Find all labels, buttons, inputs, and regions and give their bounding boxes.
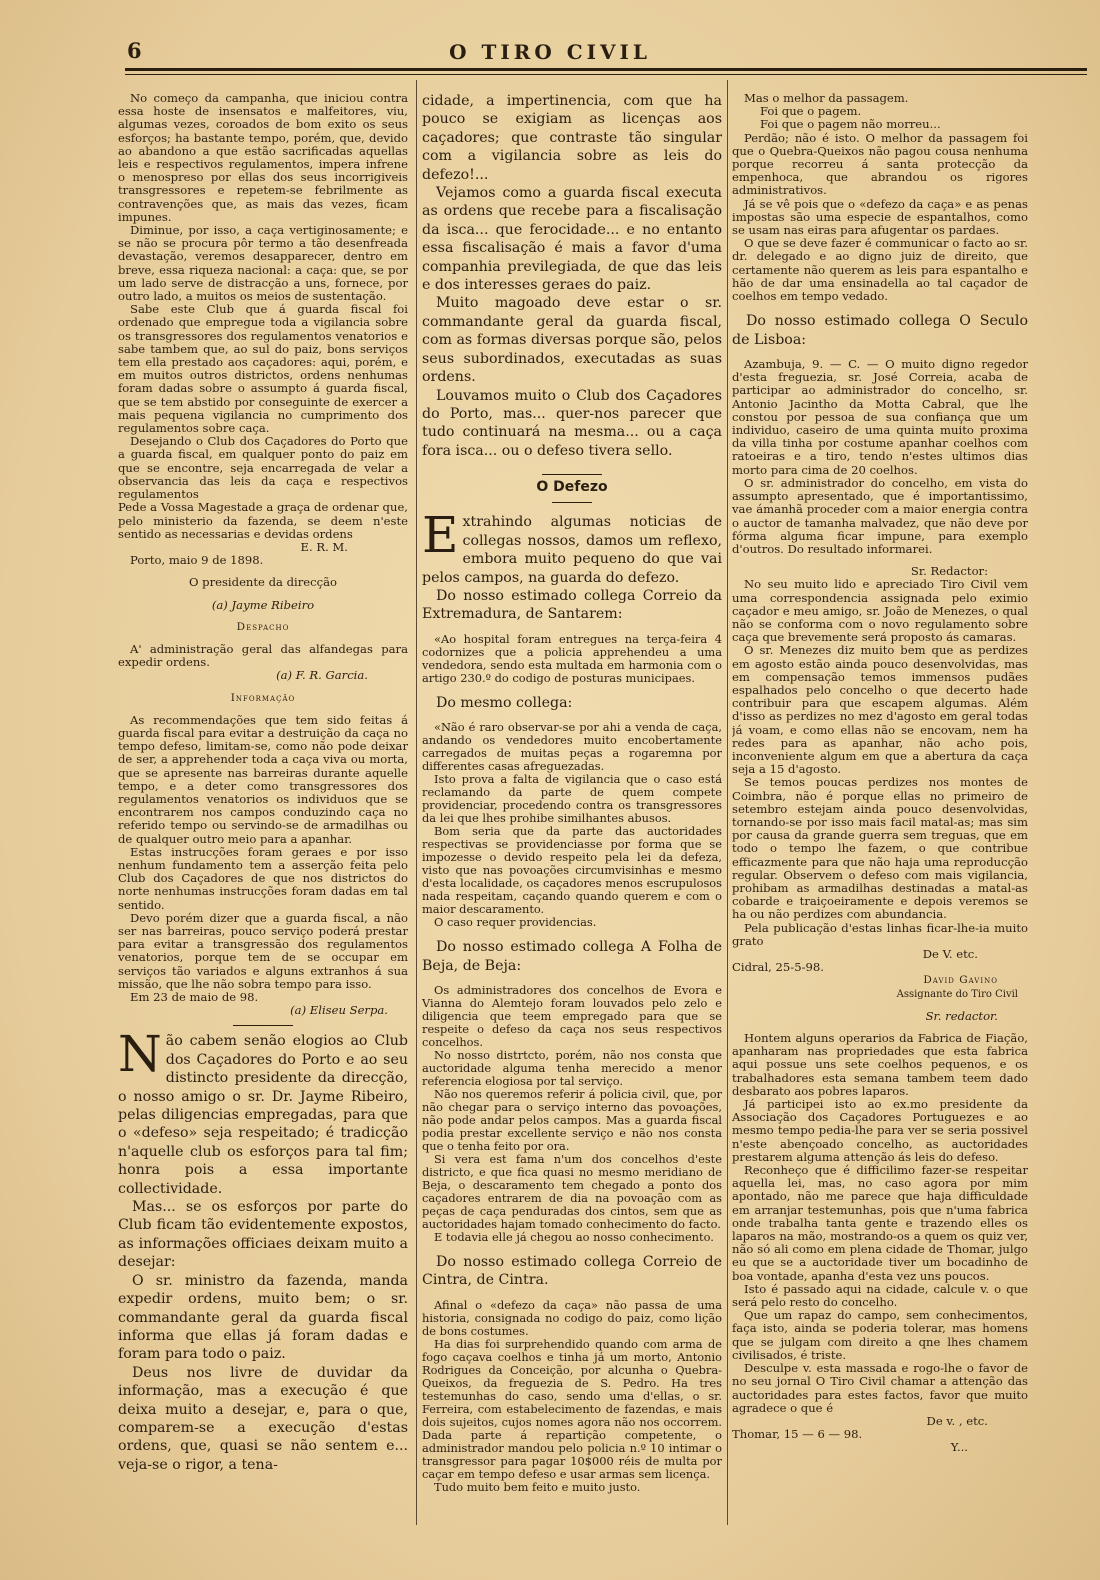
quote: Ha dias foi surprehendido quando com arma de fogo caçava coelhos e tinha já um morto, Antonio Rodrigues da Conceição, por alcunha o Quebra-Queixos, da freguezia de S. Pedro. Ha tres testemunhas do caso, sendo uma d'ellas, o sr. Ferreira, com estabelecimento de fazendas, e mais dois sujeitos, cujos nomes agora não nos occorrem. Dada parte á repartição competente, o administrador mandou pelo policia n.º 10 intimar o transgressor para pagar 10$000 réis de multa por caçar em tempo defeso e usar armas sem licença.: [422, 1336, 722, 1481]
paragraph: Do nosso estimado collega A Folha de Beja, de Beja:: [422, 939, 722, 974]
paragraph: No começo da campanha, que iniciou contra essa hoste de insensatos e malfeitores, viu, algumas vezes, coroados de bom exito os seus esforços; ha bastante tempo, porém, que, devido ao abandono a que estão sacrificadas aquellas leis e respectivos regulamentos, impera infrene o menospreso por ellas dos seus incorrigiveis transgressores e repetem-se febrilmente as contravenções que, as mais das vezes, ficam impunes.: [118, 92, 408, 224]
header-rule: [125, 68, 1087, 71]
header-rule-thin: [125, 74, 1087, 75]
paragraph: Hontem alguns operarios da Fabrica de Fiação, apanharam nas propriedades que esta fabrica aqui possue uns sete coelhos pequenos, e os trabalhadores esta semana tambem teem dado desbarato aos pobres laparos.: [732, 1031, 1028, 1098]
paragraph: Perdão; não é isto. O melhor da passagem foi que o Quebra-Queixos não pagou cousa nenhuma porque recorreu á santa protecção da empenhoca, que abrandou os rigores administrativos.: [732, 130, 1028, 198]
section-label: Despacho: [236, 620, 290, 633]
quote: E todavia elle já chegou ao nosso conhecimento.: [434, 1229, 714, 1244]
paragraph: Foi que o pagem não morreu...: [760, 117, 941, 132]
drop-cap: N: [118, 1025, 162, 1084]
quote: Afinal o «defezo da caça» não passa de uma historia, consignada no codigo do paiz, como lição de bons costumes.: [422, 1297, 722, 1338]
drop-cap: E: [422, 506, 459, 565]
erm: E. R. M.: [300, 539, 348, 554]
quoted-news: [422, 984, 722, 1244]
signature: (a) Eliseu Serpa.: [290, 1003, 388, 1018]
paragraph: O sr. Menezes diz muito bem que as perdizes em agosto estão ainda pouco desenvolvidas, mas em compensação temos immensos pudães espalhados pelo concelho o que decerto hade contribuir para que escapem algumas. Além d'isso as perdizes no mez d'agosto em geral todas já voam, e como ellas não se encovam, nem ha redes para as apanhar, não acho pois, inconveniente algum em que a abertura da caça seja a 15 d'agosto.: [732, 643, 1028, 777]
paragraph: Em 23 de maio de 98.: [130, 990, 259, 1004]
paragraph: Louvamos muito o Club dos Caçadores do Porto, mas... quer-nos parecer que tudo continuará na mesma... ou a caça fora isca... ou o defeso tivera sello.: [422, 387, 722, 459]
paragraph: Deus nos livre de duvidar da informação, mas a execução é que deixa muito a desejar, e, para o que, comparem-se a execução d'estas ordens, que, quasi se não sentem e... veja-se o rigor, a tena-: [118, 1364, 408, 1473]
paragraph: Muito magoado deve estar o sr. commandante geral da guarda fiscal, com as formas diversas porque são, pelos seus subordinados, executadas as suas ordens.: [422, 295, 722, 386]
paragraph: Reconheço que é difficilimo fazer-se respeitar aquella lei, mas, no caso agora por mim apontado, não me parece que haja difficuldade em arranjar testemunhas, pois que n'uma fabrica onde trabalha tanta gente e trazendo elles os laparos na mão, mostrando-os a quem os quiz ver, não só ali como em plena cidade de Thomar, julgo eu que se a auctoridade tiver um bocadinho de boa vontade, apanha d'esta vez uns poucos.: [732, 1163, 1028, 1283]
separator: [542, 474, 602, 475]
paragraph: Desculpe v. esta massada e rogo-lhe o favor de no seu jornal O Tiro Civil chamar a attenção das auctoridades para estes factos, favor que muito agradece o que é: [732, 1361, 1028, 1415]
quote: Isto prova a falta de vigilancia que o caso está reclamando da parte de quem compete providenciar, procedendo contra os transgressores da lei que lhes prohibe similhantes abusos.: [422, 772, 722, 826]
paragraph: Do nosso estimado collega Correio da Extremadura, de Santarem:: [422, 587, 722, 623]
closing: De V. etc.: [922, 947, 978, 961]
president-label: O presidente da direcção: [188, 575, 338, 590]
paragraph: Se temos poucas perdizes nos montes de Coimbra, não é porque ellas no primeiro de setembro estejam ainda pouco desenvolvidas, tornando-se por isso mais facil matal-as; mas sim por causa da grande guerra sem treguas, que em todo o tempo lhe fazem, o que contribue efficazmente para que não haja uma reproducção regular. Observem o defeso com mais vigilancia, prohibam as armadilhas destinadas a matal-as cobarde e traiçoeiramente e depois veremos se ha ou não perdizes com abundancia.: [732, 775, 1028, 922]
paragraph: Azambuja, 9. — C. — O muito digno regedor d'esta freguezia, sr. José Correia, acaba de participar ao administrador do concelho, sr. Antonio Jacintho da Motta Cabral, que lhe constou por pessoa de sua confiança que um individuo, caseiro de uma quinta muito proxima da villa tinha por costume apanhar coelhos com ratoeiras e a tiro, tendo n'estes ultimos dias morto para cima de 20 coelhos.: [732, 357, 1028, 477]
paragraph: As recommendações que tem sido feitas á guarda fiscal para evitar a destruição da caça no tempo defeso, limitam-se, como não pode deixar de ser, a apprehender toda a caça viva ou morta, que se apresente nas barreiras durante aquelle tempo, e a deter como transgressores dos regulamentos venatorios os individuos que se encontrarem nos campos conduzindo caça no referido tempo ou servindo-se de armadilhas ou de qualquer outro meio para a apanhar.: [118, 712, 408, 846]
page-number: 6: [127, 38, 142, 63]
paragraph: Devo porém dizer que a guarda fiscal, a não ser nas barreiras, pouco serviço poderá prestar para evitar a transgressão dos regulamentos venatorios, porque tem de se occupar em serviços tão variados e alguns extranhos á sua missão, que lhe não sobra tempo para isso.: [118, 910, 408, 991]
quote: Os administradores dos concelhos de Evora e Vianna do Alemtejo foram louvados pelo zelo e diligencia que teem empregado para que se respeite o defeso da caça nos seus respectivos concelhos.: [422, 982, 722, 1049]
editorial: [118, 1025, 408, 1474]
column-3: [732, 92, 1028, 1455]
signature: (a) Jayme Ribeiro: [211, 597, 315, 612]
editorial-continued: [422, 92, 722, 460]
paragraph: Já se vê pois que o «defezo da caça» e as penas impostas são uma especie de espantalhos, como se usam nas eiras para afugentar os pardaes.: [732, 196, 1028, 238]
column-divider: [727, 80, 728, 1525]
paragraph: Do mesmo collega:: [436, 694, 573, 711]
paragraph: A' administração geral das alfandegas para expedir ordens.: [118, 641, 408, 670]
section-heading: O Defezo: [536, 479, 608, 496]
column-divider: [416, 80, 417, 1525]
dateline: Thomar, 15 — 6 — 98.: [732, 1427, 863, 1442]
paragraph: xtrahindo algumas noticias de collegas nossos, damos um reflexo, embora muito pequeno do que vai pelos campos, na guarda do defezo.: [422, 514, 722, 586]
paragraph: O sr. administrador do concelho, em vista do assumpto apresentado, que é importantissimo, vae ámanhã proceder com a maior energia contra o auctor de tamanha malvadez, que não deve por fórma alguma ficar impune, para exemplo d'outros. Do resultado informarei.: [732, 475, 1028, 556]
signature: (a) F. R. Garcia.: [276, 668, 368, 683]
quote: No nosso distrtcto, porém, não nos consta que auctoridade alguma tenha merecido a menor referencia elogiosa por tal serviço.: [422, 1047, 722, 1088]
quote: «Não é raro observar-se por ahi a venda de caça, andando os vendedores muito encobertamente carregados de muitas peças a rogaremna por differentes casas afreguezadas.: [422, 720, 722, 774]
paragraph: Diminue, por isso, a caça vertiginosamente; e se não se procura pôr termo a tão desenfreada devastação, veremos desapparecer, dentro em breve, essa riqueza nacional: a caça: que, se por um lado serve de distracção a uns, fornece, por outro lado, a muitos os meios de sustentação.: [118, 223, 408, 304]
column-2: [422, 92, 722, 1494]
quoted-news: [422, 1299, 722, 1494]
quote: «Ao hospital foram entregues na terça-feira 4 codornizes que a policia apprehendeu a uma vendedora, sendo esta multada em harmonia com o artigo 230.º do codigo de posturas municipaes.: [422, 631, 722, 685]
quoted-news: [422, 721, 722, 929]
signature: Y...: [950, 1440, 968, 1455]
news-intro: [422, 506, 722, 623]
paragraph: O que se deve fazer é communicar o facto ao sr. dr. delegado e ao digno juiz de direito, que certamente não querem as leis para espantalho e hão de dar uma ensinadella ao tal caçador de coelhos em tempo vedado.: [732, 236, 1028, 304]
separator: [233, 1025, 293, 1026]
paragraph: Sabe este Club que á guarda fiscal foi ordenado que empregue toda a vigilancia sobre os transgressores dos regulamentos venatorios e sabe tambem que, ao sul do paiz, bons serviços tem ella prestado aos caçadores: aqui, porém, e em muitos outros districtos, ordens nenhumas foram dadas sobre o assumpto á guarda fiscal, que se tem abstido por conseguinte de exercer a mais pequena vigilancia no cumprimento dos regulamentos sobre caça.: [118, 302, 408, 436]
separator: [552, 502, 592, 503]
paragraph: ão cabem senão elogios ao Club dos Caçadores do Porto e ao seu distincto presidente da direcção, o nosso amigo o sr. Dr. Jayme Ribeiro, pelas diligencias empregadas, para que o «defeso» seja respeitado; é tradicção n'aquelle club os esforços para tal fim; honra pois a essa importante collectividade.: [118, 1033, 408, 1197]
paragraph: Vejamos como a guarda fiscal executa as ordens que recebe para a fiscalisação da isca... que ferocidade... e no entanto essa fiscalisação é mais a favor d'uma companhia previlegiada, de que das leis e dos interesses geraes do paiz.: [422, 185, 722, 294]
paragraph: Já participei isto ao ex.mo presidente da Associação dos Caçadores Portuguezes e ao mesmo tempo pedia-lhe para ver se seria possivel n'este abençoado concelho, as auctoridades prestarem alguma attenção ás leis do defeso.: [732, 1097, 1028, 1164]
signature: David Gavino: [923, 974, 998, 987]
salutation: Sr. Redactor:: [910, 564, 988, 579]
signature-subtitle: Assignante do Tiro Civil: [896, 988, 1018, 1000]
paragraph: cidade, a impertinencia, com que ha pouco se exigiam as licenças aos caçadores; que contraste tão singular com a vigilancia sobre as leis do defezo!...: [422, 93, 722, 183]
petition-request: Pede a Vossa Magestade a graça de ordenar que, pelo ministerio da fazenda, se deem n'este sentido as necessarias e devidas ordens: [118, 500, 408, 541]
paragraph: Isto é passado aqui na cidade, calcule v. o que será pelo resto do concelho.: [732, 1281, 1028, 1310]
quote: Não nos queremos referir á policia civil, que, por não chegar para o serviço interno das povoações, não pode andar pelos campos. Mas a guarda fiscal podia prestar excellente serviço e não nos consta que o tenha feito por ora.: [422, 1086, 722, 1153]
column-1: [118, 92, 408, 1474]
paragraph: Foi que o pagem.: [760, 104, 862, 119]
quote: Si vera est fama n'um dos concelhos d'este districto, e que fica quasi no mesmo meridiano de Beja, o descaramento tem chegado a ponto dos caçadores entrarem de dia na povoação com as peças de caça penduradas dos cintos, sem que as auctoridades hajam tomado conhecimento do facto.: [422, 1151, 722, 1231]
paragraph: Do nosso estimado collega O Seculo de Lisboa:: [732, 313, 1028, 348]
paragraph: O sr. ministro da fazenda, manda expedir ordens, muito bem; o sr. commandante geral da guarda fiscal informa que ellas já foram dadas e foram para todo o paiz.: [118, 1272, 408, 1363]
paragraph: Mas... se os esforços por parte do Club ficam tão evidentemente expostos, as informações officiaes deixam muito a desejar:: [118, 1199, 408, 1271]
paragraph: Do nosso estimado collega Correio de Cintra, de Cintra.: [422, 1253, 722, 1289]
dateline: Porto, maio 9 de 1898.: [130, 553, 264, 568]
quote: Tudo muito bem feito e muito justo.: [434, 1479, 641, 1494]
paragraph: Que um rapaz do campo, sem conhecimentos, faça isto, ainda se poderia tolerar, mas homens que se julgam com direito a qne lhes chamem civilisados, é triste.: [732, 1308, 1028, 1362]
section-label: Informação: [230, 691, 296, 704]
closing: De v. , etc.: [926, 1413, 988, 1428]
paragraph: Estas instrucções foram geraes e por isso nenhum fundamento tem a asserção feita pelo Club dos Caçadores de que nos districtos do norte nenhumas instrucções foram dadas em tal sentido.: [118, 844, 408, 912]
quoted-news: [422, 633, 722, 685]
salutation: Sr. redactor.: [925, 1008, 998, 1023]
paragraph: Desejando o Club dos Caçadores do Porto que a guarda fiscal, em qualquer ponto do paiz em que se encontre, seja encarregada de velar a observancia das leis da caça e respectivos regulamentos: [118, 434, 408, 502]
quote: O caso requer providencias.: [434, 915, 597, 930]
dateline: Cidral, 25-5-98.: [732, 960, 824, 975]
quote: Bom seria que da parte das auctoridades respectivas se providenciasse por forma que se impozesse o devido respeito pela lei da defeza, visto que nas povoações circumvisinhas e mesmo d'esta localidade, os caçadores menos escrupulosos nada respeitam, caçando quando querem e com o maior descaramento.: [422, 824, 722, 917]
paragraph: Pela publicação d'estas linhas ficar-lhe-ia muito grato: [732, 920, 1028, 948]
masthead-title: O TIRO CIVIL: [449, 40, 651, 64]
paragraph: Mas o melhor da passagem.: [744, 92, 909, 105]
paragraph: No seu muito lido e apreciado Tiro Civil vem uma correspondencia assignada pelo eximio caçador e meu amigo, sr. João de Menezes, o qual não se conforma com o novo regulamento sobre caça que brevemente será proposto ás camaras.: [732, 577, 1028, 645]
